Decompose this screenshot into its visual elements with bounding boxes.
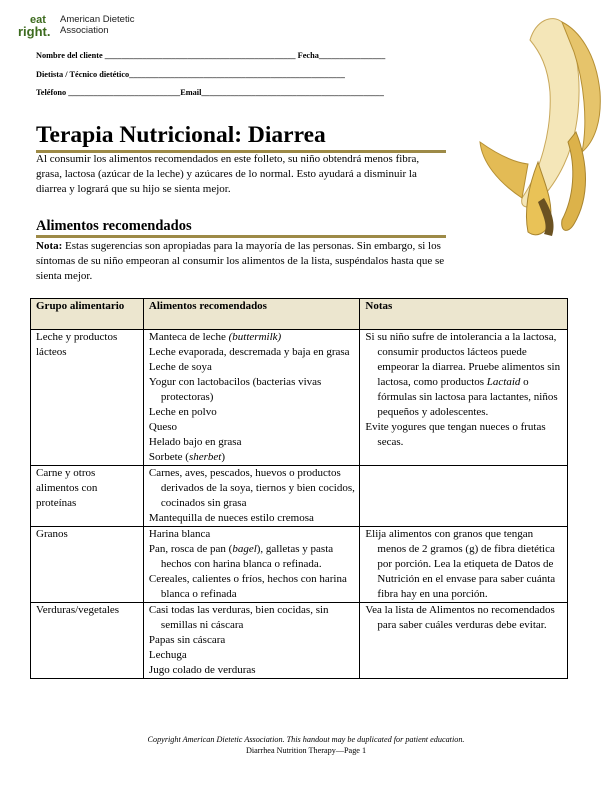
food-item (149, 466, 356, 511)
logo-org-name (60, 15, 134, 36)
note-item-text: Elija alimentos con granos que tengan menos de 2 gramos (g) de fibra dietética por porción. Lea la etiqueta de Datos de Nutrición en el envase para saber cuánta fibra hay en una porción. (365, 528, 556, 600)
food-group-cell: Granos (31, 527, 144, 603)
food-item-text: Mantequilla de nueces estilo cremosa (148, 512, 314, 524)
food-item (149, 420, 356, 435)
header-food-group: Grupo alimentario (31, 299, 144, 330)
food-item-text: Queso (148, 421, 178, 433)
food-item-text: Cereales, calientes o fríos, hechos con harina blanca o refinada (148, 573, 347, 600)
note-item (365, 527, 563, 602)
note-item-suffix: o fórmulas sin lactosa para lactantes, niños pequeños y adolescentes. (377, 376, 558, 418)
food-group-cell: Leche y productos lácteos (31, 330, 144, 466)
food-item-text: Pan, rosca de pan ( (148, 543, 233, 555)
food-item-suffix: ) (221, 451, 225, 463)
note-item-text: Vea la lista de Alimentos no recomendados para saber cuáles verduras debe evitar. (365, 604, 555, 631)
footer-page-label: Diarrhea Nutrition Therapy—Page 1 (245, 746, 367, 755)
note-paragraph (36, 239, 446, 284)
client-name-date-line: Nombre del cliente ______________________________________________ Fecha________________ (36, 51, 386, 60)
food-item-text: Casi todas las verduras, bien cocidas, sin semillas ni cáscara (148, 604, 329, 631)
notes-cell (360, 330, 568, 466)
food-item-text: Harina blanca (148, 528, 211, 540)
ada-logo (18, 15, 158, 41)
intro-paragraph: Al consumir los alimentos recomendados en este folleto, su niño obtendrá menos fibra, grasa, lactosa (azúcar de la leche) y azúcares de lo normal. Esto ayudará a disminuir la diarrea y logrará que su hijo se sienta mejor. (36, 153, 420, 195)
note-item-text: Evite yogures que tengan nueces o frutas secas. (365, 421, 546, 448)
food-item (149, 375, 356, 405)
food-item-text: Leche en polvo (148, 406, 217, 418)
food-item-emphasis: sherbet (188, 451, 222, 463)
note-item-text: Si su niño sufre de intolerancia a la lactosa, consumir productos lácteos puede empeorar la diarrea. Pruebe alimentos sin lactosa, como productos (365, 331, 561, 388)
section-heading: Alimentos recomendados (36, 218, 192, 234)
food-item-text: Manteca de leche (148, 331, 229, 343)
table-row (31, 603, 568, 679)
food-item-text: Carnes, aves, pescados, huevos o productos derivados de la soya, tiernos y bien cocidos, cocinados sin grasa (148, 467, 355, 509)
food-item-emphasis: bagel (232, 543, 257, 555)
food-item (149, 345, 356, 360)
banana-image (478, 12, 604, 240)
food-item-text: Lechuga (148, 649, 187, 661)
food-item (149, 527, 356, 542)
recommended-foods-cell (143, 527, 360, 603)
logo-eat-text: eat (30, 14, 46, 26)
food-group-cell: Carne y otros alimentos con proteínas (31, 466, 144, 527)
header-notes: Notas (360, 299, 568, 330)
food-item-text: Yogur con lactobacilos (bacterias vivas protectoras) (148, 376, 322, 403)
note-item (365, 420, 563, 450)
food-item-text: Papas sin cáscara (148, 634, 226, 646)
food-item-text: Leche evaporada, descremada y baja en grasa (148, 346, 350, 358)
notes-cell (360, 466, 568, 527)
food-item-text: Leche de soya (148, 361, 212, 373)
food-item (149, 405, 356, 420)
food-item (149, 450, 356, 465)
logo-org-line1: American Dietetic (60, 14, 135, 25)
food-item (149, 360, 356, 375)
phone-email-line: Teléfono ___________________________Email____________________________________________ (36, 88, 384, 97)
food-item (149, 542, 356, 572)
note-label: Nota: (36, 240, 63, 252)
food-group-cell: Verduras/vegetales (31, 603, 144, 679)
recommended-foods-cell (143, 466, 360, 527)
food-item (149, 663, 356, 678)
section-rule (36, 235, 446, 238)
header-recommended-foods: Alimentos recomendados (143, 299, 360, 330)
food-item (149, 572, 356, 602)
table-row (31, 466, 568, 527)
note-item (365, 603, 563, 633)
food-item (149, 633, 356, 648)
food-item (149, 603, 356, 633)
notes-cell (360, 527, 568, 603)
food-item-text: Helado bajo en grasa (148, 436, 242, 448)
footer-copyright: Copyright American Dietetic Association. This handout may be duplicated for patient education. (147, 735, 465, 744)
food-item-emphasis: (buttermilk) (228, 331, 282, 343)
recommended-foods-cell (143, 330, 360, 466)
food-item (149, 435, 356, 450)
logo-right-text: right. (18, 24, 51, 39)
page-title: Terapia Nutricional: Diarrea (36, 122, 326, 148)
food-item-text: Jugo colado de verduras (148, 664, 256, 676)
table-row (31, 330, 568, 466)
food-item-text: Sorbete ( (148, 451, 189, 463)
logo-org-line2: Association (60, 24, 109, 36)
table-row (31, 527, 568, 603)
dietitian-line: Dietista / Técnico dietético____________________________________________________ (36, 70, 345, 79)
table-header-row (31, 299, 568, 330)
food-item-suffix: ), galletas y pasta hechos con harina blanca o refinada. (160, 543, 334, 570)
food-item (149, 648, 356, 663)
recommended-foods-table (30, 298, 568, 679)
note-item-emphasis: Lactaid (486, 376, 521, 388)
note-item (365, 330, 563, 420)
food-item (149, 330, 356, 345)
recommended-foods-cell (143, 603, 360, 679)
food-item (149, 511, 356, 526)
notes-cell (360, 603, 568, 679)
note-text: Estas sugerencias son apropiadas para la mayoría de las personas. Sin embargo, si los síntomas de su niño empeoran al consumir los alimentos de la lista, suspéndalos hasta que se sienta mejor. (36, 240, 445, 282)
